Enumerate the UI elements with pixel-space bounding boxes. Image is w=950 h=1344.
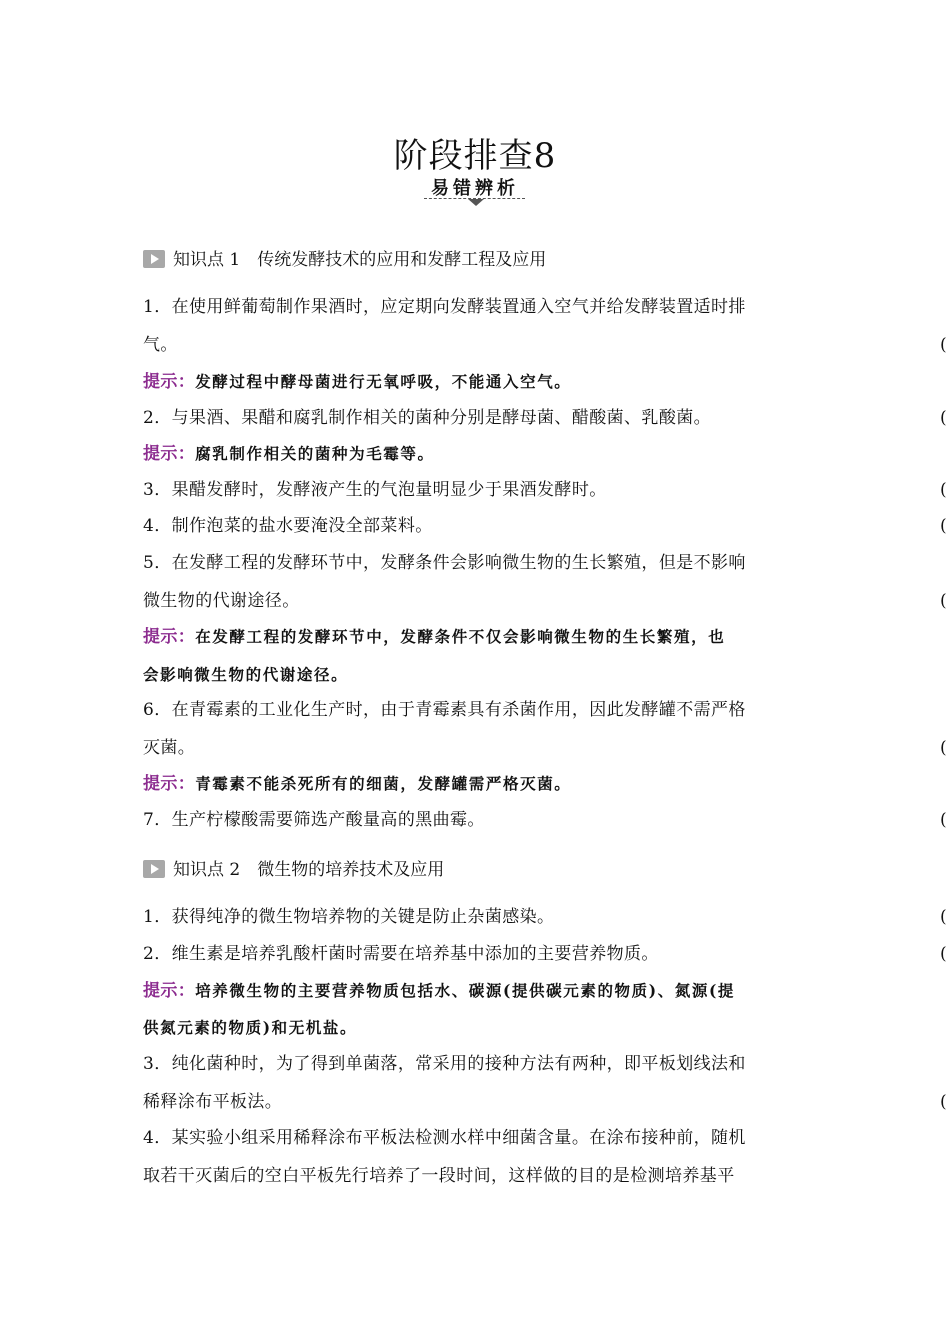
hint-line	[143, 623, 808, 651]
question-line: 气。	[143, 335, 178, 355]
page-title: 阶段排查8	[393, 136, 557, 176]
subtitle-arrow-icon	[468, 199, 484, 206]
answer-paren: (	[940, 810, 947, 830]
play-icon	[143, 860, 165, 878]
hint-label: 提示：	[143, 627, 196, 647]
question-line: 3．果醋发酵时，发酵液产生的气泡量明显少于果酒发酵时。	[143, 480, 607, 500]
hint-line	[143, 977, 808, 1005]
answer-paren: (	[940, 408, 947, 428]
section-label: 知识点 2 微生物的培养技术及应用	[173, 860, 445, 880]
answer-paren: (	[940, 335, 947, 355]
hint-text: 青霉素不能杀死所有的细菌，发酵罐需严格灭菌。	[195, 774, 572, 793]
hint-text: 发酵过程中酵母菌进行无氧呼吸，不能通入空气。	[195, 372, 572, 391]
hint-line	[143, 368, 808, 396]
answer-paren: (	[940, 738, 947, 758]
hint-text: 腐乳制作相关的菌种为毛霉等。	[195, 444, 435, 463]
hint-label: 提示：	[143, 774, 196, 794]
question-line: 1．在使用鲜葡萄制作果酒时，应定期向发酵装置通入空气并给发酵装置适时排	[143, 297, 746, 317]
hint-text: 会影响微生物的代谢途径。	[143, 665, 349, 684]
hint-line	[143, 770, 808, 798]
answer-paren: (	[940, 516, 947, 536]
play-icon	[143, 250, 165, 268]
question-line: 2．维生素是培养乳酸杆菌时需要在培养基中添加的主要营养物质。	[143, 944, 659, 964]
answer-paren: (	[940, 907, 947, 927]
question-line: 取若干灭菌后的空白平板先行培养了一段时间，这样做的目的是检测培养基平	[143, 1166, 735, 1186]
hint-line	[143, 440, 808, 468]
question-line: 稀释涂布平板法。	[143, 1092, 283, 1112]
question-line: 3．纯化菌种时，为了得到单菌落，常采用的接种方法有两种，即平板划线法和	[143, 1054, 746, 1074]
hint-label: 提示：	[143, 372, 196, 392]
question-line: 5．在发酵工程的发酵环节中，发酵条件会影响微生物的生长繁殖，但是不影响	[143, 553, 746, 573]
hint-line	[143, 661, 808, 689]
answer-paren: (	[940, 944, 947, 964]
hint-text: 在发酵工程的发酵环节中，发酵条件不仅会影响微生物的生长繁殖，也	[195, 627, 726, 646]
hint-label: 提示：	[143, 981, 196, 1001]
answer-paren: (	[940, 1092, 947, 1112]
page-subtitle: 易错辨析	[431, 178, 519, 199]
hint-line	[143, 1014, 808, 1042]
question-line: 灭菌。	[143, 738, 196, 758]
answer-paren: (	[940, 480, 947, 500]
answer-paren: (	[940, 591, 947, 611]
question-line: 4．制作泡菜的盐水要淹没全部菜料。	[143, 516, 433, 536]
hint-text: 培养微生物的主要营养物质包括水、碳源(提供碳元素的物质)、氮源(提	[195, 981, 736, 1000]
hint-text: 供氮元素的物质)和无机盐。	[143, 1018, 358, 1037]
question-line: 4．某实验小组采用稀释涂布平板法检测水样中细菌含量。在涂布接种前，随机	[143, 1128, 746, 1148]
question-line: 2．与果酒、果醋和腐乳制作相关的菌种分别是酵母菌、醋酸菌、乳酸菌。	[143, 408, 712, 428]
question-line: 1．获得纯净的微生物培养物的关键是防止杂菌感染。	[143, 907, 555, 927]
hint-label: 提示：	[143, 444, 196, 464]
question-line: 7．生产柠檬酸需要筛选产酸量高的黑曲霉。	[143, 810, 485, 830]
question-line: 6．在青霉素的工业化生产时，由于青霉素具有杀菌作用，因此发酵罐不需严格	[143, 700, 746, 720]
section-label: 知识点 1 传统发酵技术的应用和发酵工程及应用	[173, 250, 547, 270]
question-line: 微生物的代谢途径。	[143, 591, 300, 611]
